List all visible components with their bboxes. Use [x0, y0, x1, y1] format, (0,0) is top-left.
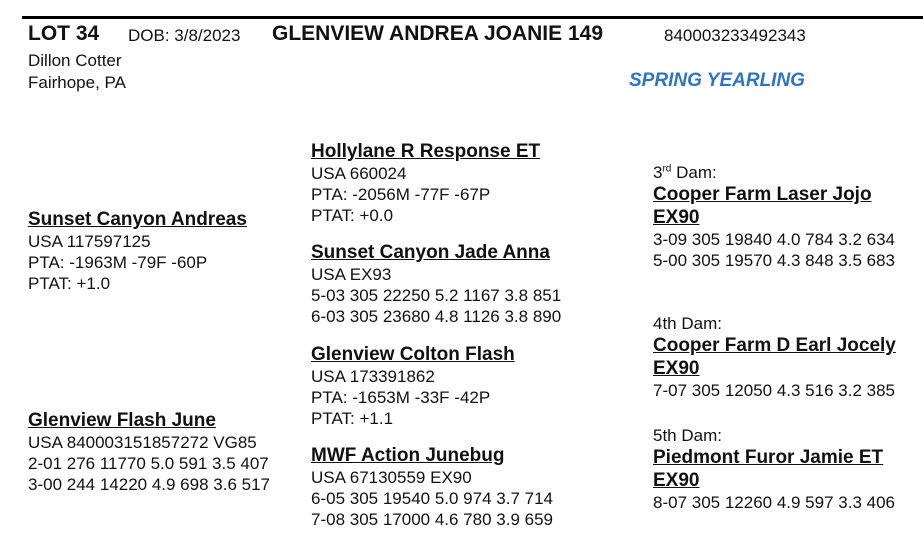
dam-record: 3-00 244 14220 4.9 698 3.6 517 [28, 475, 270, 494]
fifth-dam-label: 5th Dam: [653, 426, 722, 445]
sire-sire-pta: PTA: -2056M -77F -67P [311, 185, 491, 204]
sire-dam-block [311, 241, 561, 327]
sire-sire-registration: USA 660024 [311, 164, 407, 183]
tag-number: 840003233492343 [664, 26, 806, 45]
sire-sire-name: Hollylane R Response ET [311, 141, 541, 162]
dam-sire-block [311, 343, 515, 429]
dam-sire-registration: USA 173391862 [311, 367, 435, 386]
sire-dam-record: 6-03 305 23680 4.8 1126 3.8 890 [311, 307, 562, 326]
fourth-dam-record: 7-07 305 12050 4.3 516 3.2 385 [653, 381, 895, 400]
dam-dam-name: MWF Action Junebug [311, 445, 505, 466]
dam-sire-ptat: PTAT: +1.1 [311, 409, 394, 428]
sire-block [28, 208, 247, 294]
sire-sire-block [311, 140, 540, 226]
sire-name: Sunset Canyon Andreas [28, 209, 247, 230]
dam-dam-record: 6-05 305 19540 5.0 974 3.7 714 [311, 489, 553, 508]
sire-ptat: PTAT: +1.0 [28, 274, 111, 293]
third-dam-block [653, 162, 895, 271]
sire-sire-ptat: PTAT: +0.0 [311, 206, 394, 225]
dam-block [28, 409, 270, 495]
third-dam-name: Cooper Farm Laser Jojo [653, 184, 872, 205]
fifth-dam-score: EX90 [653, 470, 700, 491]
sire-dam-record: 5-03 305 22250 5.2 1167 3.8 851 [311, 286, 562, 305]
fifth-dam-name: Piedmont Furor Jamie ET [653, 447, 884, 468]
fourth-dam-block [653, 313, 896, 401]
dam-record: 2-01 276 11770 5.0 591 3.5 407 [28, 454, 269, 473]
fourth-dam-name: Cooper Farm D Earl Jocely [653, 335, 896, 356]
fourth-dam-score: EX90 [653, 358, 700, 379]
dam-sire-pta: PTA: -1653M -33F -42P [311, 388, 491, 407]
dam-sire-name: Glenview Colton Flash [311, 344, 515, 365]
owner-location: Fairhope, PA [28, 73, 126, 92]
fourth-dam-label: 4th Dam: [653, 314, 722, 333]
dam-dam-block [311, 444, 553, 530]
third-dam-record: 5-00 305 19570 4.3 848 3.5 683 [653, 251, 895, 270]
third-dam-record: 3-09 305 19840 4.0 784 3.2 634 [653, 230, 895, 249]
dam-dam-registration: USA 67130559 EX90 [311, 468, 472, 487]
sire-dam-name: Sunset Canyon Jade Anna [311, 242, 550, 263]
animal-name: GLENVIEW ANDREA JOANIE 149 [272, 22, 604, 45]
third-dam-label: 3rd Dam: [653, 163, 717, 182]
sire-registration: USA 117597125 [28, 232, 151, 251]
class-label: SPRING YEARLING [629, 70, 805, 91]
owner-name: Dillon Cotter [28, 51, 122, 70]
dam-dam-record: 7-08 305 17000 4.6 780 3.9 659 [311, 510, 553, 529]
fifth-dam-record: 8-07 305 12260 4.9 597 3.3 406 [653, 493, 895, 512]
dam-registration: USA 840003151857272 VG85 [28, 433, 257, 452]
fifth-dam-block [653, 425, 895, 513]
date-of-birth: DOB: 3/8/2023 [128, 26, 241, 45]
dam-name: Glenview Flash June [28, 410, 216, 431]
sire-pta: PTA: -1963M -79F -60P [28, 253, 208, 272]
header-rule [22, 16, 923, 19]
lot-number: LOT 34 [28, 22, 100, 45]
sire-dam-registration: USA EX93 [311, 265, 392, 284]
third-dam-score: EX90 [653, 207, 700, 228]
